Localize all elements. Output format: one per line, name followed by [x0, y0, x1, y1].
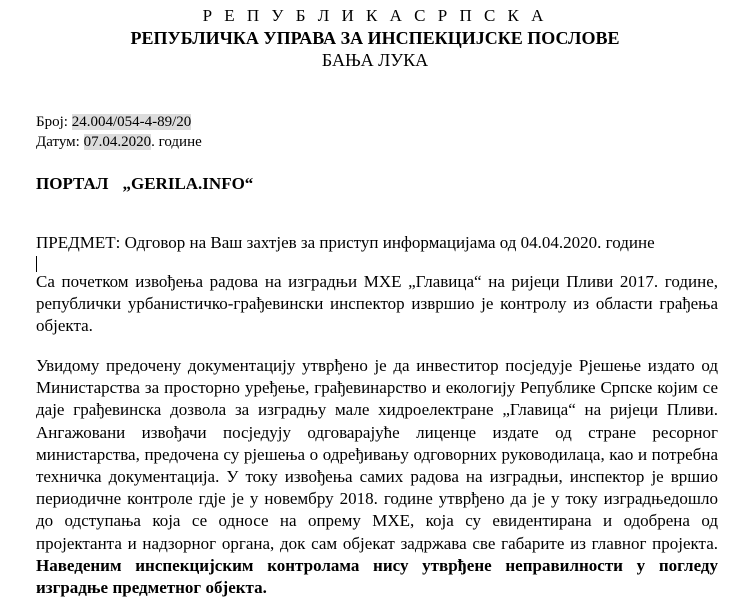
header-city: БАЊА ЛУКА: [321, 50, 429, 70]
reference-number: [36, 114, 191, 131]
recipient-name: „GERILA.INFO“: [122, 174, 254, 193]
recipient: [36, 174, 253, 194]
header-agency: РЕПУБЛИЧКА УПРАВА ЗА ИНСПЕКЦИЈСКЕ ПОСЛОВЕ: [130, 28, 620, 48]
body-paragraph-2: [36, 355, 718, 599]
body-paragraph-2-conclusion: Наведеним инспекцијским контролама нису утврђене неправилности у погледу изградње предметног објекта.: [36, 555, 718, 598]
reference-date: [36, 134, 202, 151]
text-cursor: [36, 256, 37, 272]
body-paragraph-2-text: Увидому предочену документацију утврђено је да инвеститор посједује Рјешење издато од Министарства за просторно уређење, грађевинарство и екологију Републике Српске којим се даје грађевинска дозвола за изградњу мале хидроелектране „Главица“ на ријеци Пливи. Ангажовани извођачи посједују одговарајуће лиценце издате од стране ресорног министарства, предочена су рјешења о одређивању одговорних руководилаца, као и потребна техничка документација. У току извођења самих радова на изградњи, инспектор је вршио периодичне контроле гдје је у новембру 2018. године утврђено да је у току изградњедошло до одступања која се односе на опрему МХЕ, која су евидентирана и одобрена од пројектанта и надзорног органа, док сам објекат задржава све габарите из главног пројекта.: [36, 356, 718, 553]
reference-number-label: Број:: [36, 114, 72, 130]
header-republic: Р Е П У Б Л И К А С Р П С К А: [202, 6, 548, 25]
reference-date-suffix: . године: [151, 134, 202, 150]
reference-date-label: Датум:: [36, 134, 84, 150]
recipient-prefix: ПОРТАЛ: [36, 174, 109, 193]
reference-date-value: 07.04.2020: [83, 134, 152, 150]
reference-number-value: 24.004/054-4-89/20: [71, 114, 192, 130]
body-paragraph-1: Са почетком извођења радова на изградњи МХЕ „Главица“ на ријеци Пливи 2017. године, републички урбанистичко-грађевински инспектор извршио је контролу из области грађења објекта.: [36, 272, 718, 336]
subject-line: ПРЕДМЕТ: Одговор на Ваш захтјев за приступ информацијама од 04.04.2020. године: [36, 233, 655, 252]
